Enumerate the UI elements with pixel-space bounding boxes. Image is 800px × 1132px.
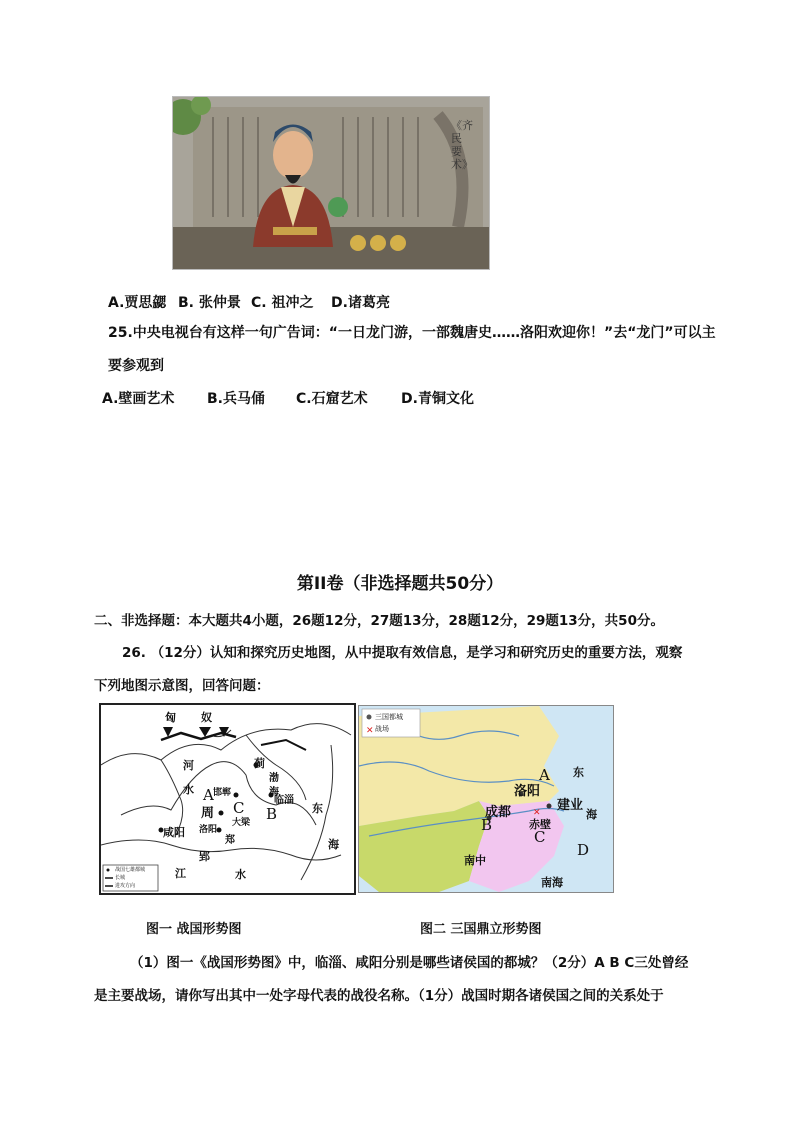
- q25-option-a: A.壁画艺术: [102, 391, 175, 407]
- q26-sub1-line2: 是主要战场，请你写出其中一处字母代表的战役名称。（1分）战国时期各诸侯国之间的关系处于: [94, 988, 664, 1004]
- map2-label-dong: 东: [573, 766, 584, 779]
- svg-text:✕: ✕: [366, 726, 374, 736]
- map1-label-handan: 邯郸: [213, 788, 232, 798]
- map2-label-nanzhong: 南中: [464, 854, 486, 867]
- warring-states-map: [99, 703, 356, 895]
- map2-label-jianye: 建业: [557, 798, 584, 813]
- map1-label-luoyang: 洛阳: [199, 825, 218, 835]
- part2-intro: 二、非选择题：本大题共4小题，26题12分，27题13分，28题12分，29题13分，共50分。: [94, 613, 664, 629]
- map1-label-zheng: 郑: [225, 835, 235, 846]
- q25-stem-line1: 25.中央电视台有这样一句广告词：“一日龙门游，一部魏唐史……洛阳欢迎你！”去“龙门”可以主: [108, 325, 716, 341]
- q25-option-b: B.兵马俑: [207, 391, 265, 407]
- map2-label-chibi: 赤壁: [529, 818, 551, 831]
- map1-label-jiang: 江: [175, 867, 186, 880]
- map1-label-shui2: 水: [235, 868, 246, 881]
- map1-label-nu: 奴: [201, 711, 212, 724]
- warring-states-map-drawing: [101, 705, 354, 893]
- q24-option-d: D.诸葛亮: [331, 295, 390, 311]
- map1-label-bo: 渤: [269, 773, 279, 784]
- map1-label-hai: 海: [328, 838, 339, 851]
- book-title-inscription: 《齐民要术》: [451, 119, 473, 171]
- q24-option-a: A.贾思勰: [108, 295, 167, 311]
- q26-sub1-line1: （1）图一《战国形势图》中，临淄、咸阳分别是哪些诸侯国的都城？（2分）A B C三处曾经: [130, 955, 689, 971]
- svg-text:✕: ✕: [533, 808, 541, 818]
- q24-illustration: [172, 96, 490, 270]
- map2-label-chengdu: 成都: [485, 805, 512, 820]
- map1-label-c: C: [233, 799, 245, 817]
- statue-illustration: [173, 97, 489, 269]
- map1-label-b: B: [266, 805, 278, 823]
- q25-option-d: D.青铜文化: [401, 391, 474, 407]
- map2-label-hai: 海: [586, 808, 597, 821]
- q26-stem-line1: 26. （12分）认知和探究历史地图，从中提取有效信息，是学习和研究历史的重要方法，观察: [122, 645, 683, 661]
- three-kingdoms-map: [358, 705, 614, 893]
- map1-label-a: A: [203, 786, 214, 804]
- map1-label-shui: 水: [183, 783, 194, 796]
- map1-label-xianyang: 咸阳: [163, 826, 185, 839]
- map2-label-b: B: [481, 816, 493, 834]
- map1-label-ji: 蓟: [254, 757, 265, 770]
- part2-title: 第II卷（非选择题共50分）: [296, 574, 504, 594]
- map1-legend-attack: 进攻方向: [115, 883, 136, 889]
- map2-caption: 图二 三国鼎立形势图: [420, 922, 542, 937]
- map2-label-c: C: [534, 828, 546, 846]
- map2-label-a: A: [539, 766, 550, 784]
- map1-legend-capital: 战国七雄都城: [115, 867, 146, 873]
- q25-option-c: C.石窟艺术: [296, 391, 368, 407]
- map1-label-dong: 东: [312, 802, 323, 815]
- map1-label-bohai-hai: 海: [269, 787, 279, 798]
- map1-caption: 图一 战国形势图: [146, 922, 242, 937]
- q25-stem-line2: 要参观到: [108, 358, 164, 374]
- map1-label-ying: 郢: [199, 850, 210, 863]
- map2-legend-capital: 三国都城: [375, 713, 403, 721]
- map1-label-daliang: 大梁: [232, 818, 251, 828]
- map1-label-he: 河: [183, 759, 194, 772]
- map2-legend-battle: 战场: [375, 725, 389, 733]
- map2-label-d: D: [577, 841, 590, 859]
- map2-label-luoyang: 洛阳: [514, 784, 541, 799]
- map2-label-nanhai: 南海: [541, 876, 563, 889]
- map1-label-zhou: 周: [201, 806, 215, 821]
- q26-stem-line2: 下列地图示意图，回答问题：: [94, 678, 270, 694]
- q24-option-c: C. 祖冲之: [251, 295, 314, 311]
- map1-label-xiong: 匈: [165, 711, 176, 724]
- map1-label-linzi: 临淄: [274, 795, 294, 806]
- q24-option-b: B. 张仲景: [178, 295, 241, 311]
- map1-legend-wall: 长城: [115, 875, 126, 881]
